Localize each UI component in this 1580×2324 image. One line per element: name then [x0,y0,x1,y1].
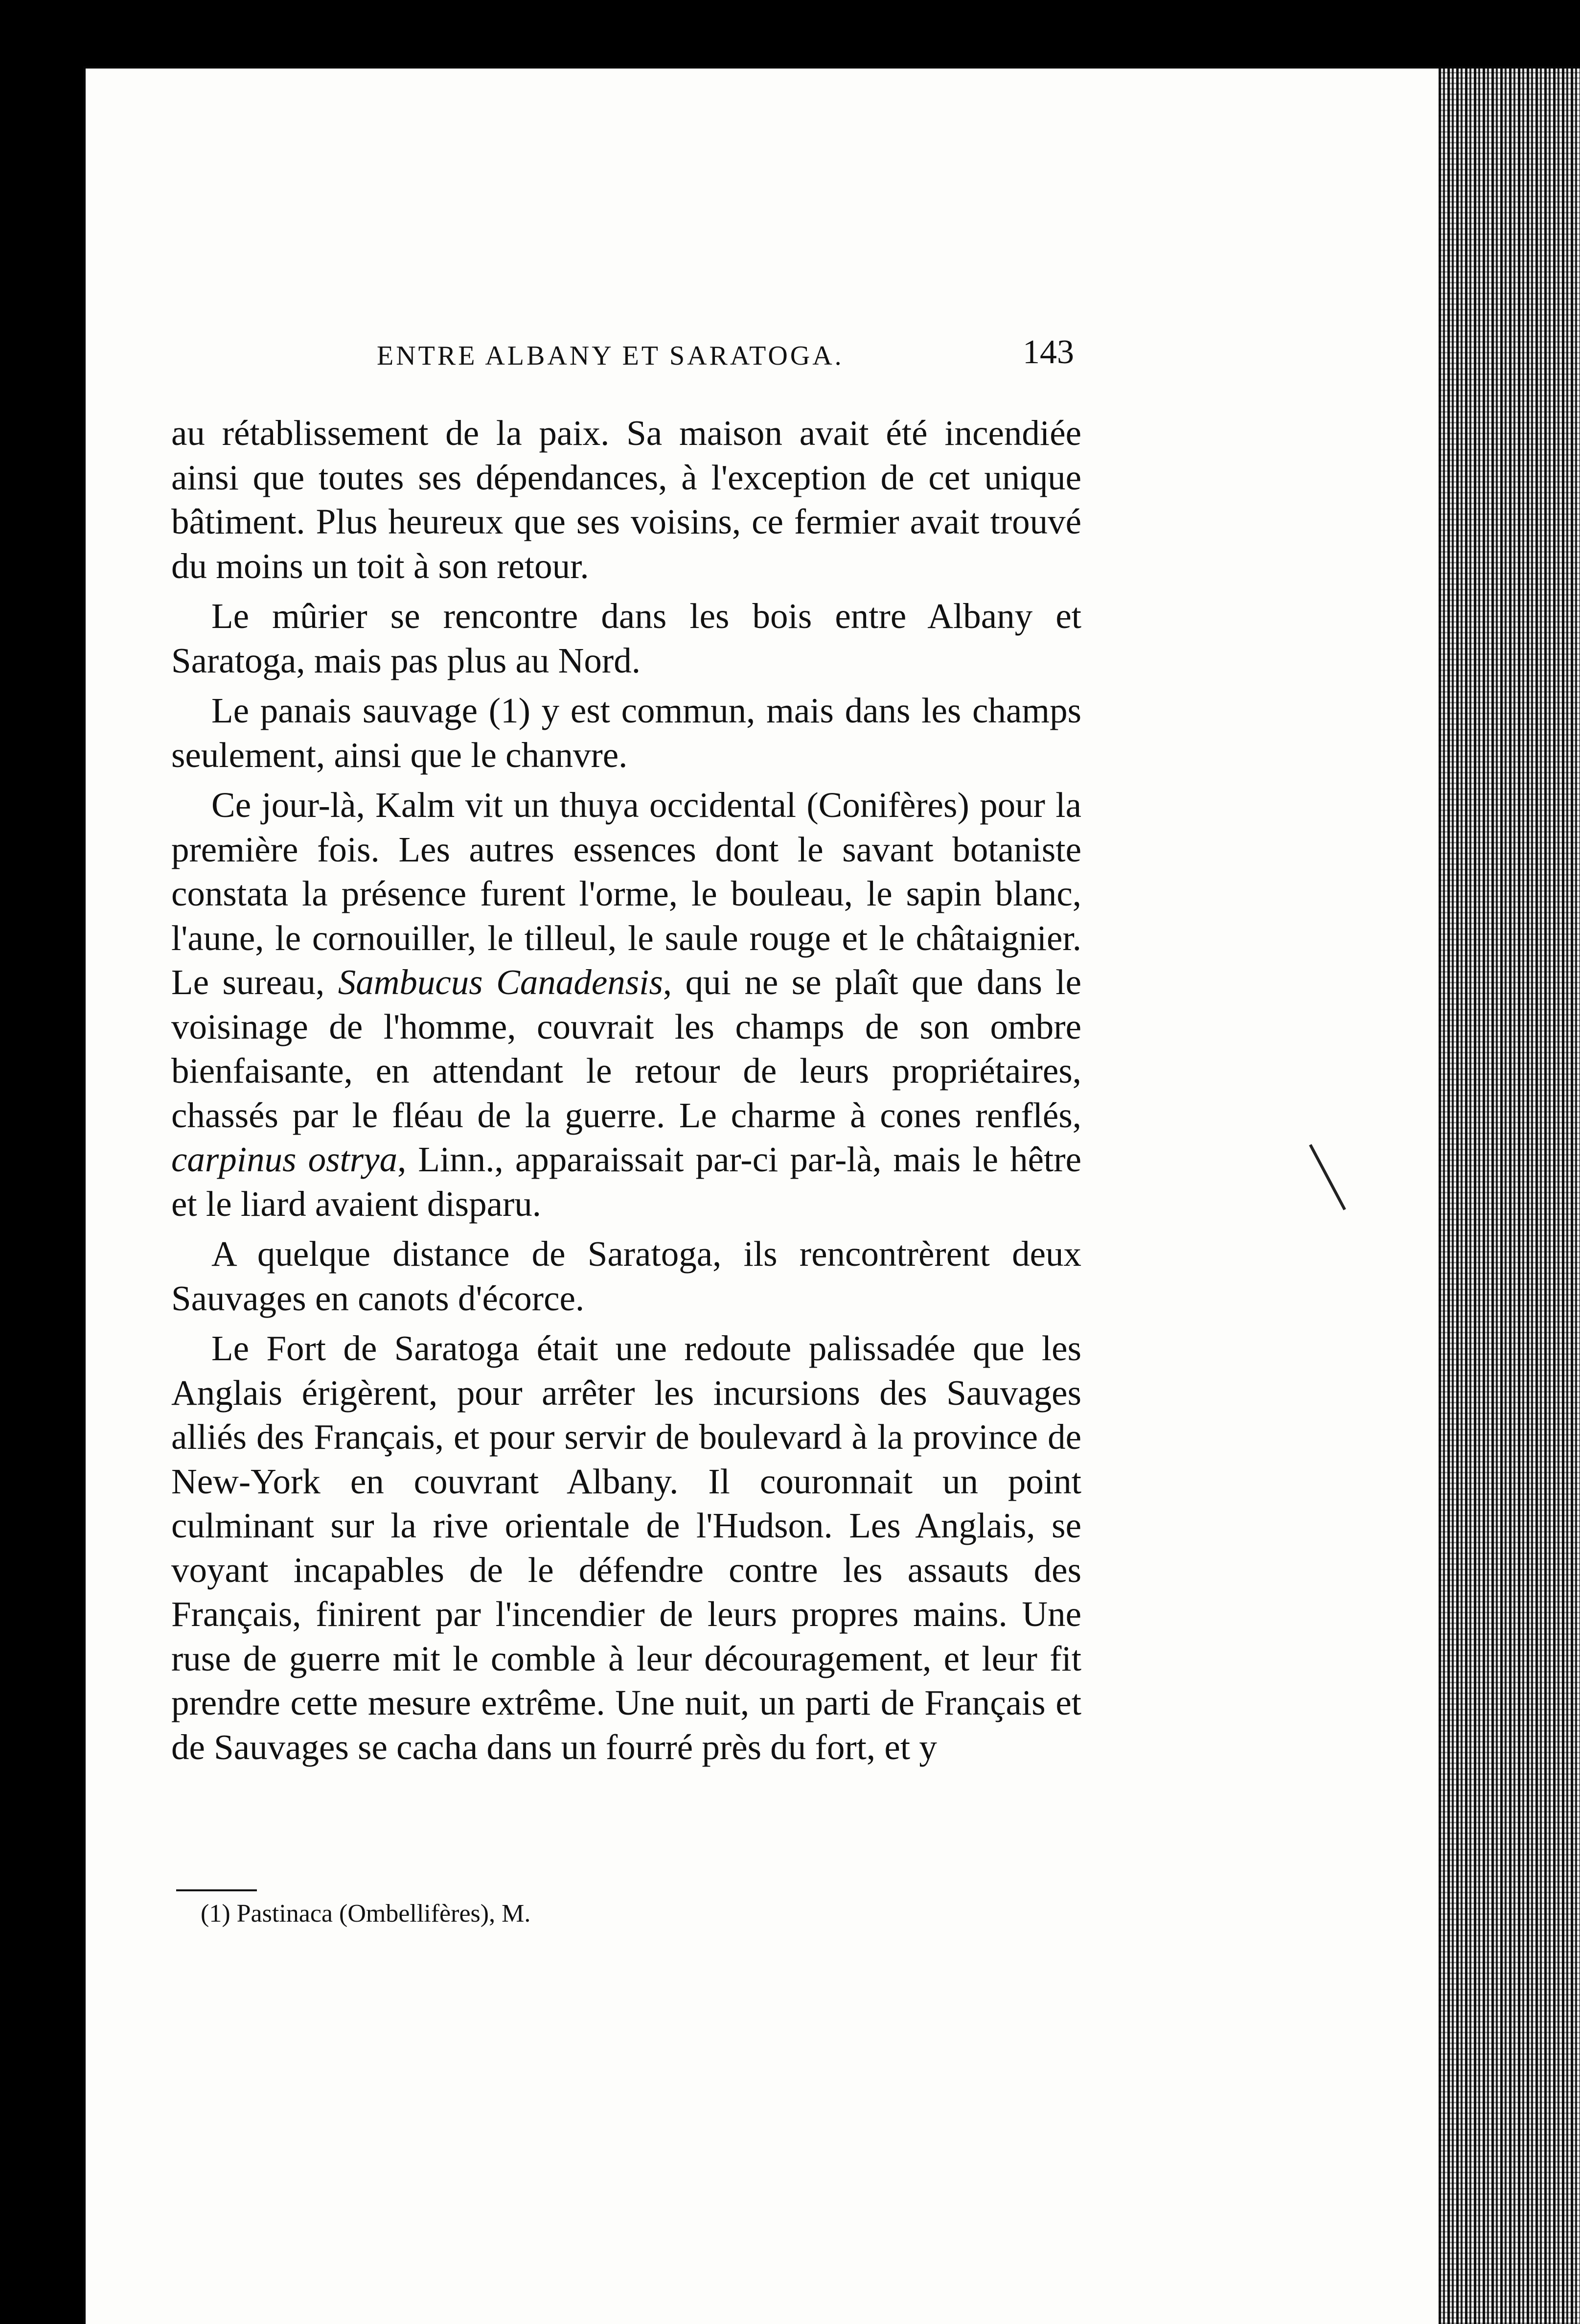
species-name-carpinus: carpinus ostrya [171,1139,398,1179]
paragraph-4 [171,783,1081,1226]
body-text [171,411,1081,1775]
footnote: (1) Pastinaca (Ombellifères), M. [201,1900,531,1928]
scan-border-left [0,0,83,2324]
paragraph-4-part-3: , Linn., apparaissait par-ci par-là, mais le hêtre et le liard avaient disparu. [171,1139,1081,1224]
page-number: 143 [1023,333,1074,371]
page-edge-texture [1439,69,1580,2324]
paragraph-2-text: Le mûrier se rencontre dans les bois entre Albany et Saratoga, mais pas plus au Nord. [171,596,1081,680]
paragraph-5 [171,1232,1081,1321]
paragraph-4-part-1: Ce jour-là, Kalm vit un thuya occidental (Conifères) pour la première fois. Les autres essences dont le savant botaniste constata la présence furent l'orme, le bouleau, le sapin blanc, l'aune, le cornouiller, le tilleul, le saule rouge et le châtaignier. Le sureau, [171,785,1081,1002]
footnote-rule [176,1889,257,1891]
paragraph-1-text: au rétablissement de la paix. Sa maison avait été incendiée ainsi que toutes ses dépendances, à l'exception de cet unique bâtiment. Plus heureux que ses voisins, ce fermier avait trouvé du moins un toit à son retour. [171,413,1081,586]
paragraph-6 [171,1326,1081,1769]
paragraph-4-part-2: , qui ne se plaît que dans le voisinage de l'homme, couvrait les champs de son ombre bienfaisante, en attendant le retour de leurs propriétaires, chassés par le fléau de la guerre. Le charme à cones renflés, [171,962,1081,1135]
running-header: ENTRE ALBANY ET SARATOGA. [377,341,844,371]
paragraph-3 [171,689,1081,777]
paragraph-3-text: Le panais sauvage (1) y est commun, mais dans les champs seulement, ainsi que le chanvre. [171,691,1081,775]
paragraph-1 [171,411,1081,588]
species-name-sambucus: Sambucus Canadensis [338,962,663,1002]
scan-border-top [0,0,1580,66]
paragraph-6-text: Le Fort de Saratoga était une redoute palissadée que les Anglais érigèrent, pour arrêter les incursions des Sauvages alliés des Français, et pour servir de boulevard à la province de New-York en couvrant Albany. Il couronnait un point culminant sur la rive orientale de l'Hudson. Les Anglais, se voyant incapables de le défendre contre les assauts des Français, finirent par l'incendier de leurs propres mains. Une ruse de guerre mit le comble à leur découragement, et leur fit prendre cette mesure extrême. Une nuit, un parti de Français et de Sauvages se cacha dans un fourré près du fort, et y [171,1328,1081,1767]
paragraph-5-text: A quelque distance de Saratoga, ils rencontrèrent deux Sauvages en canots d'écorce. [171,1234,1081,1318]
paragraph-2 [171,594,1081,683]
